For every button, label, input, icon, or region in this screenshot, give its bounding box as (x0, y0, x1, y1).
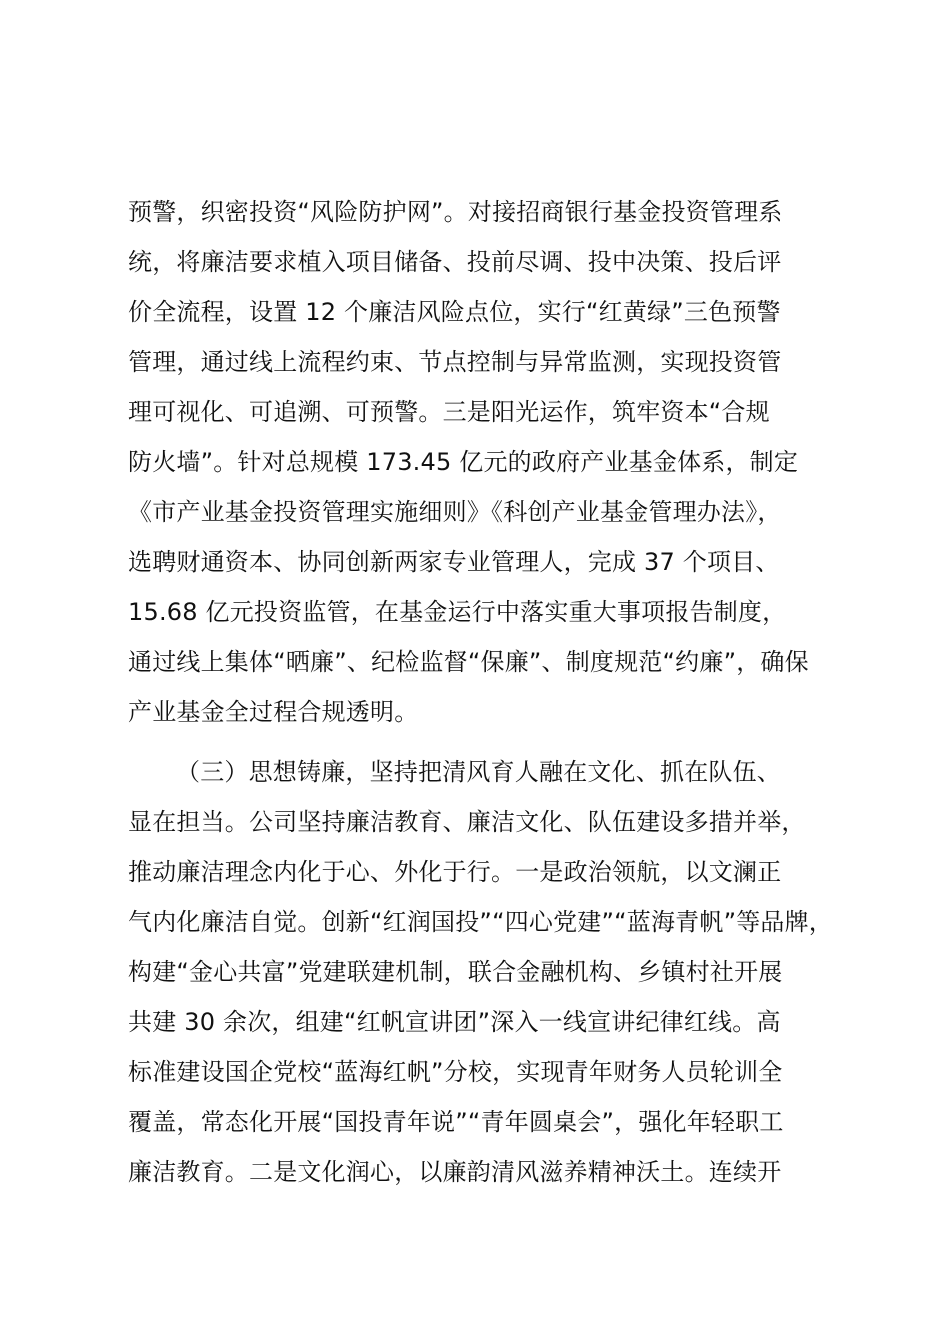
paragraph-line: 理可视化、可追溯、可预警。三是阳光运作，筑牢资本“合规 (128, 398, 770, 426)
paragraph-line: 廉洁教育。二是文化润心，以廉韵清风滋养精神沃土。连续开 (128, 1158, 782, 1186)
paragraph-line: 通过线上集体“晒廉”、纪检监督“保廉”、制度规范“约廉”，确保 (128, 648, 809, 676)
paragraph-line: 15.68 亿元投资监管，在基金运行中落实重大事项报告制度， (128, 598, 787, 626)
paragraph-line: 构建“金心共富”党建联建机制，联合金融机构、乡镇村社开展 (128, 958, 783, 986)
paragraph-line: 管理，通过线上流程约束、节点控制与异常监测，实现投资管 (128, 348, 782, 376)
paragraph-line: 标准建设国企党校“蓝海红帆”分校，实现青年财务人员轮训全 (128, 1058, 783, 1086)
paragraph-line: 价全流程，设置 12 个廉洁风险点位，实行“红黄绿”三色预警 (128, 298, 781, 326)
paragraph-line: 《市产业基金投资管理实施细则》《科创产业基金管理办法》， (128, 498, 782, 526)
paragraph-line: 推动廉洁理念内化于心、外化于行。一是政治领航，以文澜正 (128, 858, 782, 886)
paragraph-line: 显在担当。公司坚持廉洁教育、廉洁文化、队伍建设多措并举， (128, 808, 806, 836)
paragraph-line: 产业基金全过程合规透明。 (128, 698, 419, 726)
paragraph-line: 统，将廉洁要求植入项目储备、投前尽调、投中决策、投后评 (128, 248, 782, 276)
paragraph-line: 共建 30 余次，组建“红帆宣讲团”深入一线宣讲纪律红线。高 (128, 1008, 781, 1036)
paragraph-line: 气内化廉洁自觉。创新“红润国投”“四心党建”“蓝海青帆”等品牌， (128, 908, 833, 936)
paragraph-line: 预警，织密投资“风险防护网”。对接招商银行基金投资管理系 (128, 198, 783, 226)
paragraph-line: 防火墙”。针对总规模 173.45 亿元的政府产业基金体系，制定 (128, 448, 799, 476)
section-heading-line: （三）思想铸廉，坚持把清风育人融在文化、抓在队伍、 (176, 758, 781, 786)
paragraph-line: 选聘财通资本、协同创新两家专业管理人，完成 37 个项目、 (128, 548, 780, 576)
paragraph-line: 覆盖，常态化开展“国投青年说”“青年圆桌会”，强化年轻职工 (128, 1108, 784, 1136)
